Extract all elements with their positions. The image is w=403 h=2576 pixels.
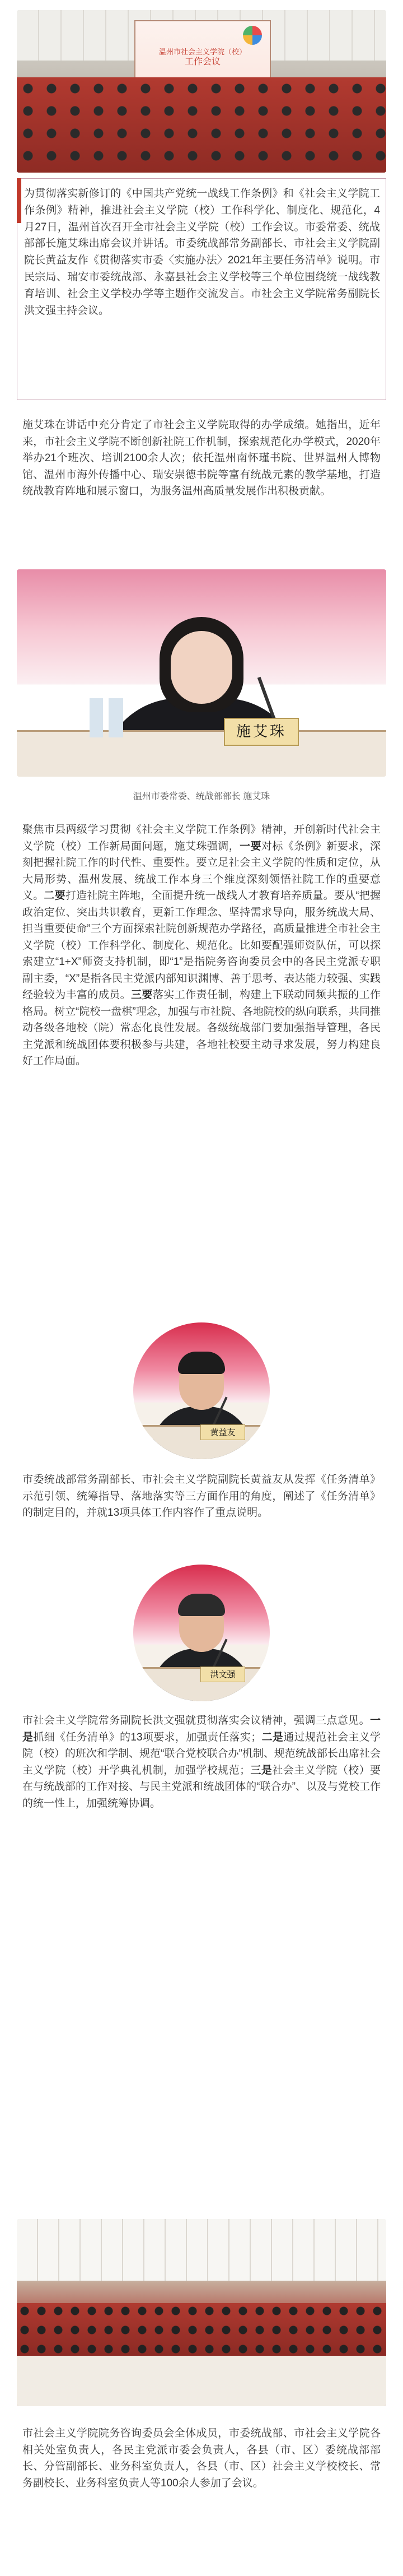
keyword-second: 二要 (44, 890, 65, 902)
audience-rows (17, 2303, 386, 2356)
point-first: 一是 (22, 1715, 381, 1743)
front-desk (17, 2356, 386, 2406)
speaker-portrait-photo (17, 569, 386, 777)
paragraph-4 (22, 1712, 381, 1812)
institute-logo-icon (243, 26, 262, 45)
nameplate: 黄益友 (200, 1424, 245, 1440)
point-third: 三是 (250, 1764, 273, 1776)
hong-wenqiang-portrait (133, 1565, 270, 1701)
audience-photo (17, 2219, 386, 2406)
keyword-first: 一要 (240, 840, 261, 852)
portrait-hair (178, 1594, 225, 1616)
desk (17, 730, 386, 777)
screen-title (135, 47, 270, 67)
paragraph-2 (22, 821, 381, 1070)
paragraph-3: 市委统战部常务副部长、市社会主义学院副院长黄益友从发挥《任务清单》示范引领、统筹指导、落地落实等三方面作用的角度，阐述了《任务清单》的制定目的，并就13项具体工作内容作了重点说明。 (22, 1474, 381, 1519)
screen-title-line1: 温州市社会主义学院（校） (158, 48, 246, 56)
intro-paragraph: 为贯彻落实新修订的《中国共产党统一战线工作条例》和《社会主义学院工作条例》精神，推进社会主义学院（校）工作科学化、制度化、规范化，4月27日，温州首次召开全市社会主义学院（校）工作会议。市委常委、统战部部长施艾珠出席会议并讲话。市委统战部常务副部长、市社会主义学院副院长黄益友作《贯彻落实市委〈实施办法〉2021年主要任务清单》说明。市民宗局、瑞安市委统战部、永嘉县社会主义学校等三个单位围绕统一战线教育培训、社会主义学校办学等主题作交流发言。市社会主义学院常务副院长洪文强主持会议。 (24, 188, 380, 317)
intro-box (17, 178, 386, 400)
speaker-face (171, 631, 232, 704)
nameplate: 施艾珠 (224, 718, 299, 746)
hall-ceiling (17, 2219, 386, 2281)
paragraph-2-part1: 聚焦市县两级学习贯彻《社会主义学院工作条例》精神，开创新时代社会主义学院（校）工作新局面问题，施艾珠强调， (22, 824, 381, 852)
meeting-hall-photo (17, 10, 386, 173)
nameplate: 洪文强 (200, 1667, 245, 1682)
paragraph-4-part4: 社会主义学院（校）要在与统战部的工作对接、与民主党派和统战团体的“联合办”、以及与党校工作的统一性上，加强统筹协调。 (22, 1764, 381, 1809)
paragraph-1: 施艾珠在讲话中充分肯定了市社会主义学院取得的办学成绩。她指出，近年来，市社会主义学院不断创新社院工作机制，探索规范化办学模式，2020年举办21个班次、培训2100余人次；依托温州南怀瑾书院、世界温州人博物馆、温州市海外传播中心、瑞安崇德书院等富有统战元素的教学基地，打造统战教育阵地和展示窗口，为服务温州高质量发展作出积极贡献。 (22, 419, 381, 497)
paragraph-4-part1: 市社会主义学院常务副院长洪文强就贯彻落实会议精神，强调三点意见。 (22, 1715, 370, 1726)
huang-yiyou-portrait (133, 1322, 270, 1459)
photo-caption: 温州市委常委、统战部部长 施艾珠 (133, 792, 270, 801)
screen-title-line2: 工作会议 (184, 57, 221, 67)
paragraph-4-part2: 抓细《任务清单》的13项要求，加强责任落实； (33, 1731, 262, 1743)
point-second: 二是 (261, 1731, 284, 1743)
portrait-hair (178, 1352, 225, 1374)
paragraph-4-part3: 通过规范社会主义学院（校）的班次和学制、规范“联合党校联合办”机制、规范统战部长出席社会主义学院（校）开学典礼机制，加强学校规范； (22, 1731, 381, 1776)
paragraph-5: 市社会主义学院院务咨询委员会全体成员，市委统战部、市社会主义学院各相关处室负责人，各民主党派市委会负责人，各县（市、区）委统战部部长、分管副部长、业务科室负责人，各县（市、区）社会主义学校校长、常务副校长、业务科室负责人等100余人参加了会议。 (22, 2428, 381, 2489)
paragraph-2-part2: 对标《条例》新要求，深刻把握社院工作的时代性、重要性。要立足社会主义学院的性质和定位，从大局形势、温州发展、统战工作本身三个维度深刻领悟社院工作的重要意义。 (22, 840, 381, 902)
water-bottles (90, 698, 123, 737)
audience-seats (17, 77, 386, 173)
paragraph-2-part3: 打造社院主阵地，全面提升统一战线人才教育培养质量。要从“把握政治定位、突出共识教育，更新工作理念、坚持需求导向，服务统战大局、担当重要使命”三个方面探索社院创新规范办学路径，高质量推进全市社会主义学院（校）工作科学化、制度化、规范化。比如要配强师资队伍，可以探索建立“1+X”师资支持机制，即“1”是指院务咨询委员会中的各民主党派专职副主委，“X”是指各民主党派内部知识渊博、善于思考、表达能力较强、实践经验较为丰富的成员。 (22, 890, 381, 1001)
keyword-third: 三要 (131, 989, 153, 1001)
paragraph-2-part4: 落实工作责任制，构建上下联动同频共振的工作格局。树立“院校一盘棋”理念，加强与市社院、各地院校的纵向联系，共同推动各级各地校（院）常态化良性发展。各级统战部门要加强指导管理，各民主党派和统战团体要积极参与共建，各地社校要主动寻求发展，努力构建良好工作局面。 (22, 989, 381, 1067)
